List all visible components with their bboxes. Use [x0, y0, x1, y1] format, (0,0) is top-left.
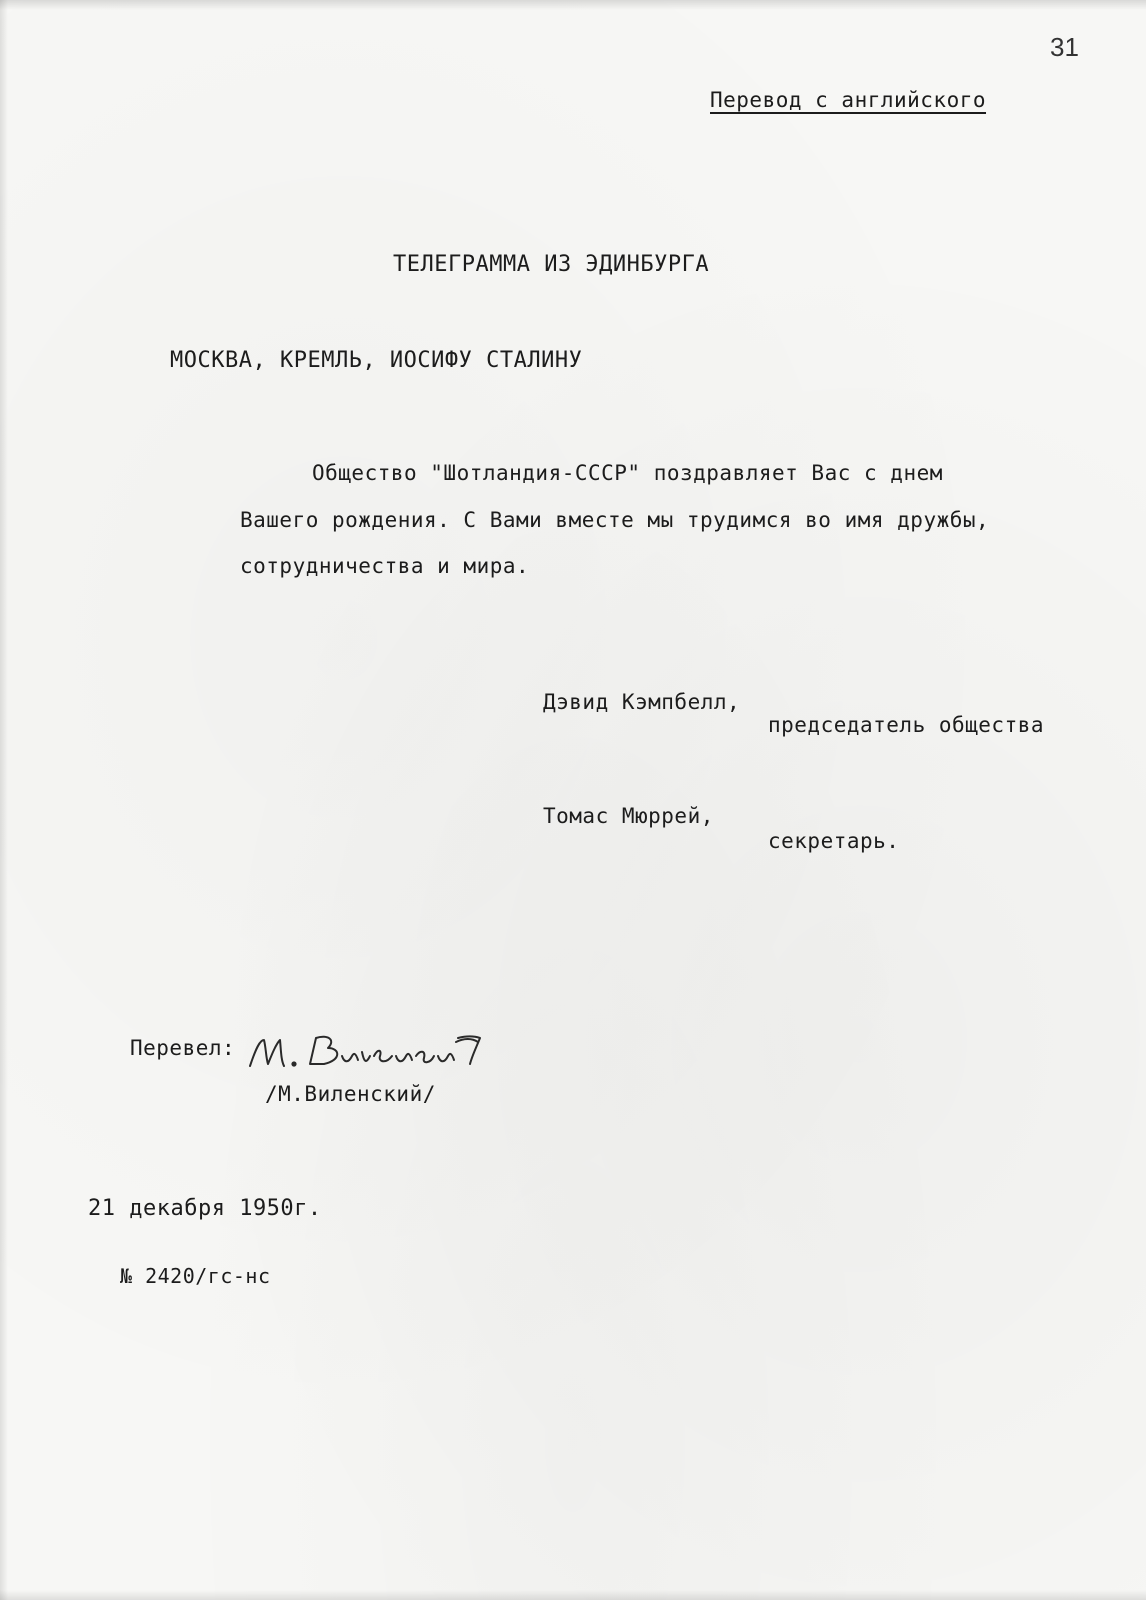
telegram-body-line: Вашего рождения. С Вами вместе мы трудимся во имя дружбы,: [240, 508, 990, 532]
scan-edge-left: [0, 0, 8, 1600]
telegram-body-line: Общество "Шотландия-СССР" поздравляет Вас с днем: [312, 461, 943, 485]
translation-note: Перевод с английского: [710, 88, 987, 112]
signatory-name: Томас Мюррей,: [543, 804, 714, 828]
scan-edge-bottom: [0, 1590, 1146, 1600]
telegram-body-line: сотрудничества и мира.: [240, 554, 530, 578]
signatory-role: секретарь.: [768, 829, 900, 853]
document-number: № 2420/гс-нс: [120, 1264, 271, 1288]
scan-edge-top: [0, 0, 1146, 10]
page-number: 31: [1050, 32, 1079, 62]
telegram-title: ТЕЛЕГРАММА ИЗ ЭДИНБУРГА: [393, 252, 710, 277]
document-date: 21 декабря 1950г.: [88, 1196, 322, 1221]
translator-signature: [244, 1018, 494, 1078]
translator-label: Перевел:: [130, 1036, 236, 1060]
translator-name: /М.Виленский/: [265, 1082, 436, 1106]
signatory-role: председатель общества: [768, 713, 1045, 737]
addressee: МОСКВА, КРЕМЛЬ, ИОСИФУ СТАЛИНУ: [170, 348, 583, 373]
signatory-name: Дэвид Кэмпбелл,: [543, 690, 741, 714]
